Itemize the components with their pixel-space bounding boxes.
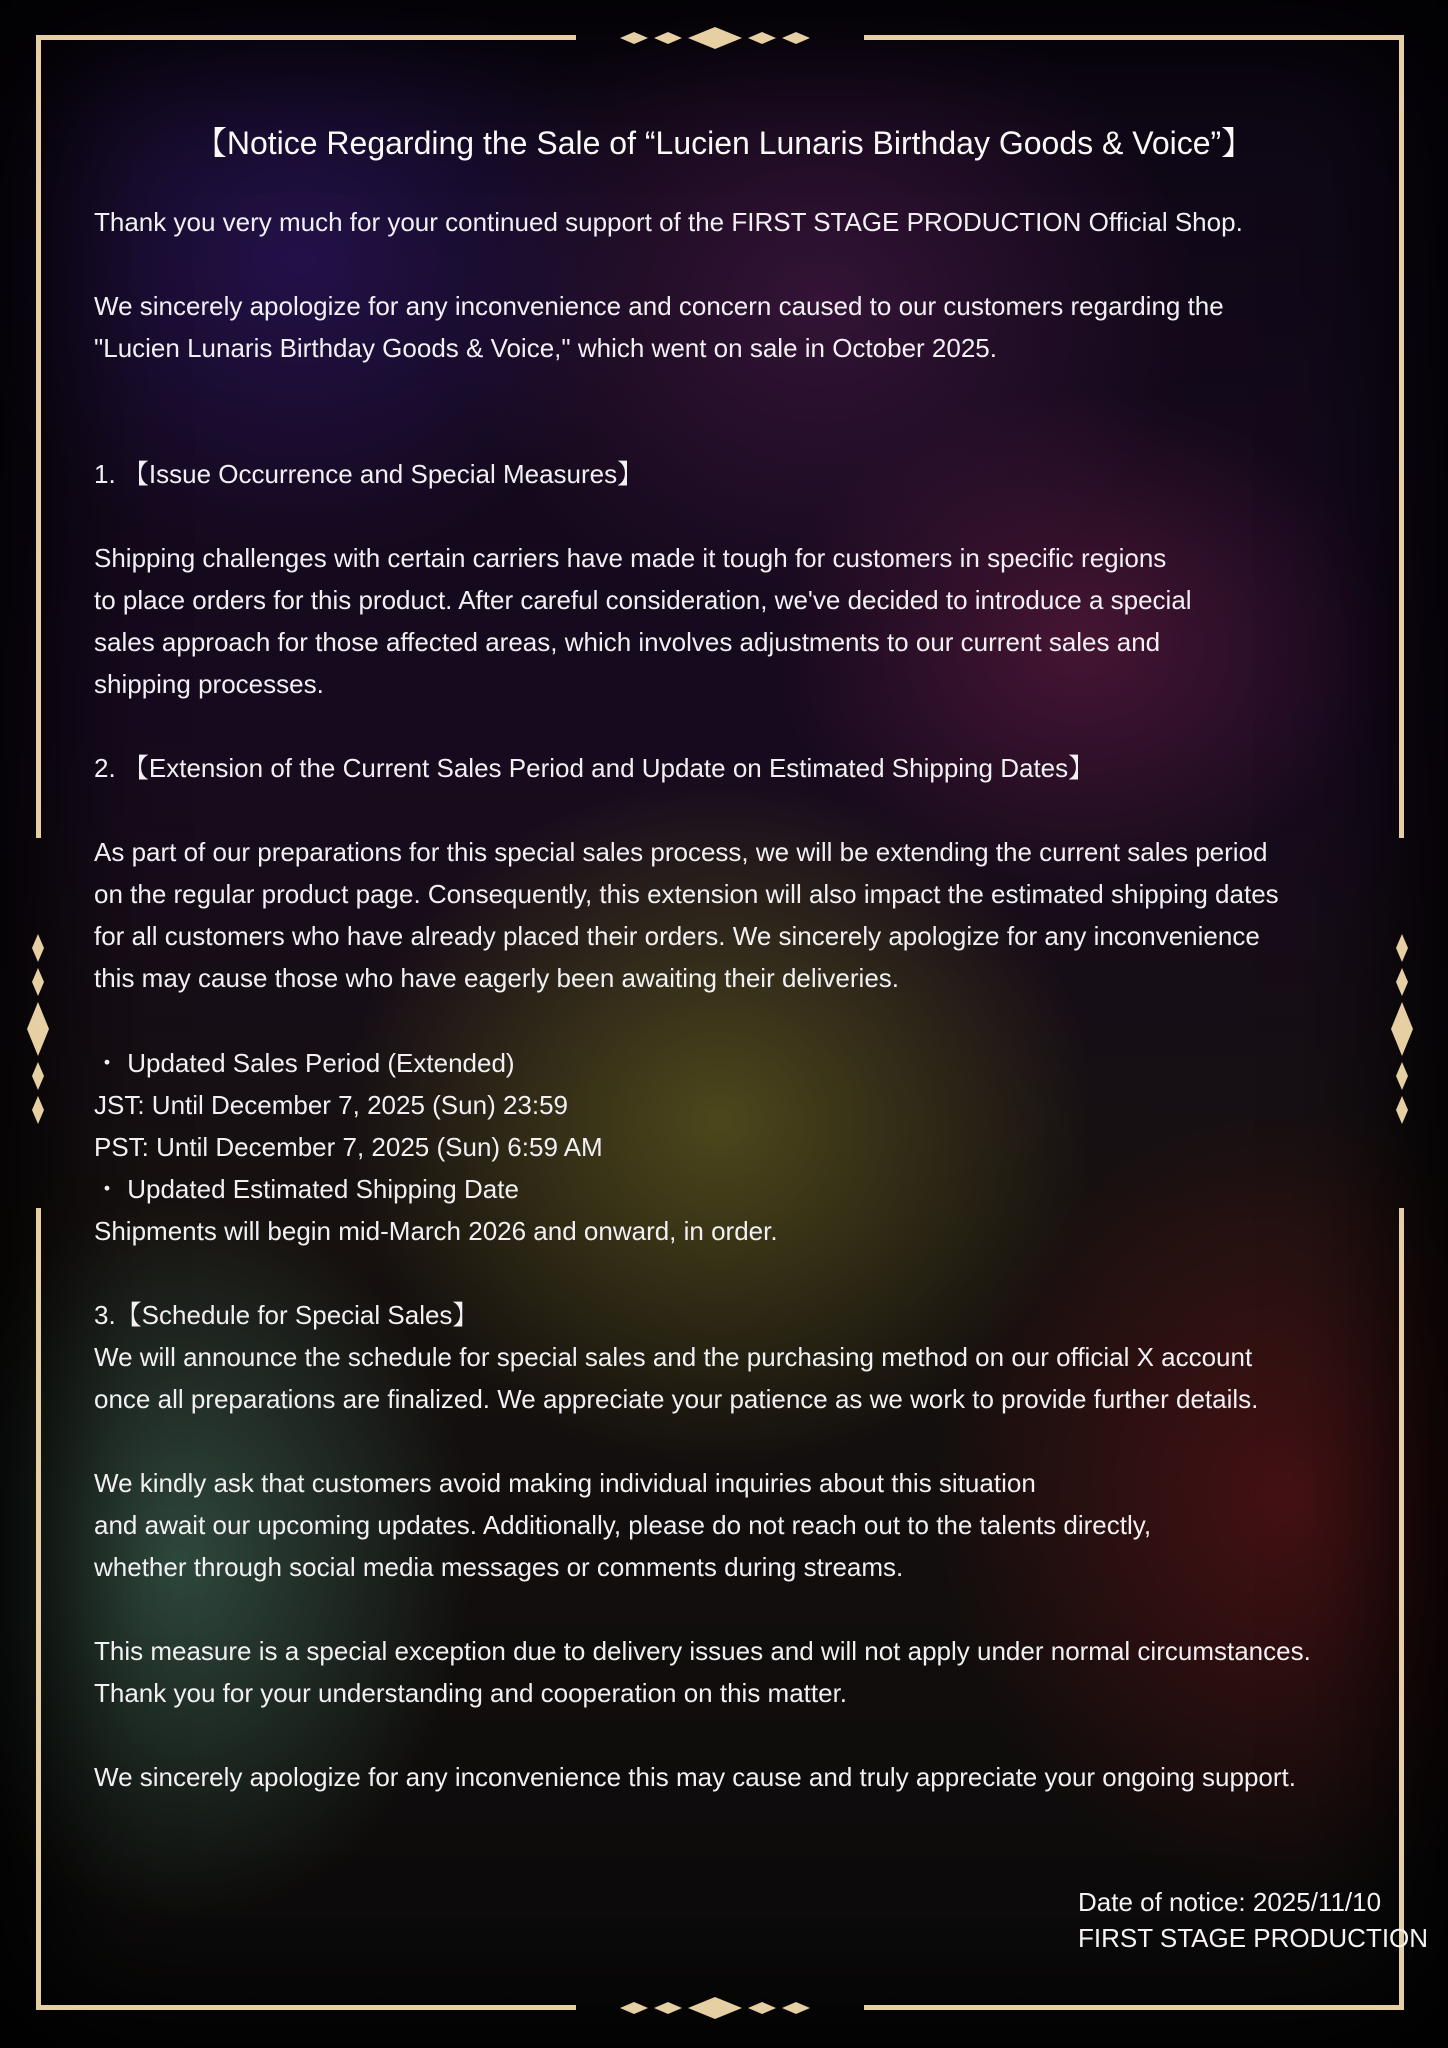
frame-top-left-line [36, 35, 576, 40]
section2-heading: 2. 【Extension of the Current Sales Period and Update on Estimated Shipping Dates】 [94, 753, 1095, 783]
section2-line-2: on the regular product page. Consequently, this extension will also impact the estimated shipping dates [94, 879, 1279, 909]
exception-line-2: Thank you for your understanding and cooperation on this matter. [94, 1678, 848, 1708]
diamond-icon [1390, 934, 1414, 1124]
sales-period-pst: PST: Until December 7, 2025 (Sun) 6:59 AM [94, 1132, 603, 1162]
sales-period-label: ・ Updated Sales Period (Extended) [94, 1048, 515, 1078]
notice-title: 【Notice Regarding the Sale of “Lucien Lunaris Birthday Goods & Voice”】 [194, 125, 1254, 161]
frame-bottom-left-line [36, 2005, 576, 2010]
right-diamond-ornament [1390, 934, 1414, 1124]
frame-left-upper-line [36, 35, 41, 838]
section2-line-4: this may cause those who have eagerly been awaiting their deliveries. [94, 963, 900, 993]
top-diamond-ornament [620, 26, 810, 50]
sales-period-jst: JST: Until December 7, 2025 (Sun) 23:59 [94, 1090, 569, 1120]
frame-right-lower-line [1399, 1208, 1404, 2010]
notice-organization: FIRST STAGE PRODUCTION [1078, 1923, 1429, 1953]
section3-heading: 3.【Schedule for Special Sales】 [94, 1300, 479, 1330]
intro-apology-line-2: "Lucien Lunaris Birthday Goods & Voice," which went on sale in October 2025. [94, 333, 997, 363]
exception-line-1: This measure is a special exception due to delivery issues and will not apply under normal circumstances. [94, 1636, 1311, 1666]
section3-line-2: once all preparations are finalized. We appreciate your patience as we work to provide further details. [94, 1384, 1259, 1414]
diamond-icon [26, 934, 50, 1124]
shipping-date-text: Shipments will begin mid-March 2026 and onward, in order. [94, 1216, 778, 1246]
section3-line-1: We will announce the schedule for special sales and the purchasing method on our official X account [94, 1342, 1253, 1372]
shipping-date-label: ・ Updated Estimated Shipping Date [94, 1174, 519, 1204]
left-diamond-ornament [26, 934, 50, 1124]
diamond-icon [620, 26, 810, 50]
frame-right-upper-line [1399, 35, 1404, 838]
closing-statement: We sincerely apologize for any inconvenience this may cause and truly appreciate your ongoing support. [94, 1762, 1296, 1792]
section1-line-2: to place orders for this product. After careful consideration, we've decided to introduce a special [94, 585, 1192, 615]
notice-date: Date of notice: 2025/11/10 [1078, 1887, 1382, 1917]
section1-line-1: Shipping challenges with certain carriers have made it tough for customers in specific regions [94, 543, 1167, 573]
requests-line-2: and await our upcoming updates. Additionally, please do not reach out to the talents directly, [94, 1510, 1152, 1540]
section2-line-1: As part of our preparations for this special sales process, we will be extending the current sales period [94, 837, 1268, 867]
requests-line-1: We kindly ask that customers avoid making individual inquiries about this situation [94, 1468, 1036, 1498]
section1-heading: 1. 【Issue Occurrence and Special Measures】 [94, 459, 644, 489]
section1-line-3: sales approach for those affected areas, which involves adjustments to our current sales and [94, 627, 1161, 657]
section1-line-4: shipping processes. [94, 669, 324, 699]
frame-bottom-right-line [864, 2005, 1404, 2010]
bottom-diamond-ornament [620, 1996, 810, 2020]
diamond-icon [620, 1996, 810, 2020]
intro-thanks: Thank you very much for your continued support of the FIRST STAGE PRODUCTION Official Shop. [94, 207, 1243, 237]
frame-left-lower-line [36, 1208, 41, 2010]
frame-top-right-line [864, 35, 1404, 40]
section2-line-3: for all customers who have already placed their orders. We sincerely apologize for any inconvenience [94, 921, 1260, 951]
requests-line-3: whether through social media messages or comments during streams. [94, 1552, 904, 1582]
intro-apology-line-1: We sincerely apologize for any inconvenience and concern caused to our customers regarding the [94, 291, 1224, 321]
